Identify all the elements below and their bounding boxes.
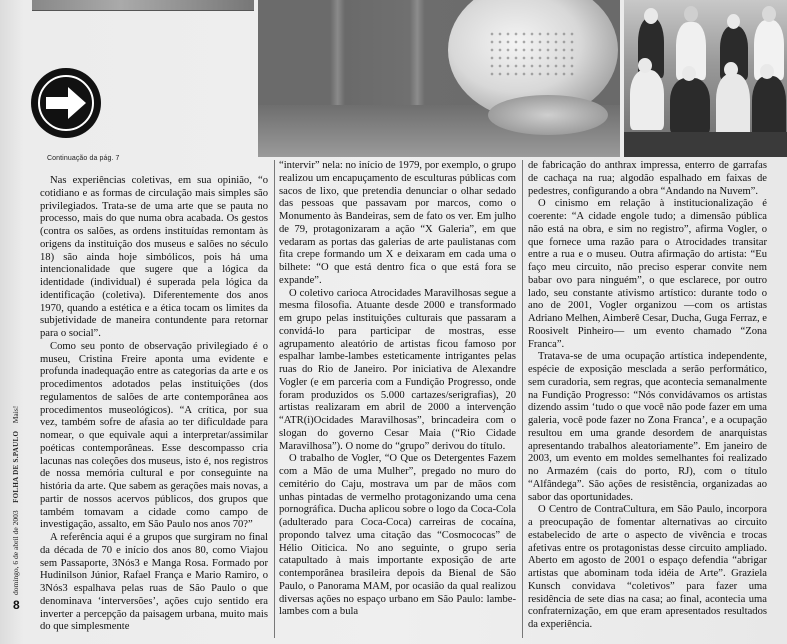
photo-person-head (644, 8, 658, 24)
photo-sculpture-base (488, 95, 608, 135)
page-number: 8 (13, 598, 20, 612)
photo-crop-left (32, 0, 254, 11)
photo-person-head (727, 14, 740, 29)
photo-floor (624, 132, 787, 157)
section-name: Mais! (11, 405, 20, 424)
photo-person (716, 74, 750, 138)
photo-person-head (684, 6, 698, 22)
photo-person-head (762, 6, 776, 22)
newspaper-brand: FOLHA DE S.PAULO (12, 430, 20, 503)
article-column-1 (40, 175, 268, 634)
photo-person-head (760, 64, 774, 79)
photo-texture (488, 30, 578, 80)
paragraph: O cinismo em relação à institucionalização é coerente: “A cidade engole tudo; a dimensão pública não está na obra, e sim no registro”, afirma Vogler, o que fornece uma razão para o Atrocidades transitar entre a rua e o museu. Outra afirmação do artista: “Eu faço meu circuito, não preciso esperar convite nem babar ovo para ninguém”, o que esclarece, por outro lado, seu constante ativismo artístico: durante todo o ano de 2001, Vogler organizou —com os artistas Adriano Melhen, Aimberê Cesar, Ducha, Guga Ferraz, e Roosivelt Pinheiro— um evento chamado “Zona Franca”. (528, 198, 767, 350)
page-footer-strip (9, 390, 23, 595)
sculpture-photo (258, 0, 620, 157)
group-portrait-photo (624, 0, 787, 157)
paragraph: O trabalho de Vogler, “O Que os Detergentes Fazem com a Mão de uma Mulher”, pregado no muro do cemitério do Caju, mostrava um par de mãos com unhas pintadas de vermelho protagonizando uma cena pornográfica. Ducha aplicou sobre o logo da Coca-Cola (adulterado para Coca-Coca) carreiras de cocaína, propondo talvez uma citação das “Cosmococas” de Hélio Oiticica. No ano seguinte, o grupo seria catapultado à mais importante exposição de arte contemporânea brasileira depois da Bienal de São Paulo, o Panorama MAM, por ocasião da qual realizou diversas ações no espaço urbano em São Paulo: lambe-lambes com a bula (279, 453, 516, 618)
paragraph: A referência aqui é a grupos que surgiram no final da década de 70 e início dos anos 80, como Viajou sem Passaporte, 3Nós3 e Manga Rosa. Formado por Hudinilson Júnior, Rafael França e Mario Ramiro, o 3Nós3 espalhava pelas ruas de São Paulo o que denominava ‘interversões’, ações cujo sentido era inverter a percepção da paisagem urbana, muito mais do que simplesmente (40, 532, 268, 633)
arrow-right-icon (31, 68, 101, 138)
paragraph: Tratava-se de uma ocupação artística independente, espécie de exposição mesclada a serão performático, sem curadoria, sem regras, que acontecia semanalmente na Fundição Progresso: “Nós convidávamos os artistas dizendo assim ‘tudo o que você não pode fazer em uma galeria, você pode fazer no Zona Franca’, e a ocupação resultou em uma grande desordem de anarquistas apresentando trabalhos aleatoriamente”. Em janeiro de 2003, um evento em moldes semelhantes foi realizado no Armazém (cais do porto, RJ), com o título “Alfândega”. São ações de resistência, organizadas ao sabor das oportunidades. (528, 351, 767, 503)
paragraph: “intervir” nela: no início de 1979, por exemplo, o grupo realizou um encapuçamento de esculturas públicas com sacos de lixo, que pretendia denunciar o olhar sedado das pessoas que passavam por marcos, como o Monumento às Bandeiras, sem de fato os ver. Em julho de 79, protagonizaram a ação “X Galeria”, em que vedaram as portas das galerias de arte paulistanas com fita crepe formando um X e deixaram em cada uma o bilhete: “O que está dentro fica o que está fora se expande”. (279, 160, 516, 286)
paragraph: de fabricação do anthrax impressa, enterro de garrafas de cachaça na rua; algodão espalhado em faixas de pedestres, configurando a obra “Andando na Nuvem”. (528, 160, 767, 197)
photo-person (670, 78, 710, 134)
article-column-2 (279, 160, 516, 619)
continued-from-label: Continuação da pág. 7 (47, 155, 120, 162)
photo-person-head (638, 58, 652, 73)
photo-person-head (682, 66, 696, 81)
edition-date: domingo, 6 de abril de 2003 (11, 510, 20, 595)
paragraph: Como seu ponto de observação privilegiado é o museu, Cristina Freire aponta uma evidente e profunda inadequação entre as categorias da arte e os procedimentos adotados pelas instituições (dos regulamentos de salões de arte contemporânea aos procedimentos museológicos). “A crítica, por sua vez, também sofre de afasia ao ter dificuldade para nomear, o que equivale aqui a interpretar/assimilar poéticas contemporâneas. Esse descompasso cria lacunas nas coleções dos museus, isto é, nos registros de nossa memória cultural e por conseguinte na história da arte. Que sabem as gerações mais novas, a partir de nossos acervos públicos, dos grupos que também tomavam a cidade como campo de investigação, assalto, em São Paulo nos anos 70?” (40, 340, 268, 531)
paragraph: O coletivo carioca Atrocidades Maravilhosas segue a mesma filosofia. Atuante desde 2000 e transformado em grupo pelas instituições culturais que passaram a convidá-lo para participar de mostras, esse agrupamento aleatório de artistas ficou famoso por espalhar lambe-lambes esteticamente intrigantes pelas ruas do Rio de Janeiro. Por iniciativa de Alexandre Vogler (e em parceria com a Fundição Progresso, onde foram produzidos os 5.000 cartazes/serigrafias), 20 artistas realizaram em abril de 2000 a intervenção “ATR(i)Ocidades Maravilhosas”, brincadeira com o slogan do governo Cesar Maia (“Rio Cidade Maravilhosa”). O nome do “grupo” derivou do título. (279, 287, 516, 452)
photo-person (630, 70, 664, 130)
photo-person-head (724, 62, 738, 77)
paragraph: O Centro de ContraCultura, em São Paulo, incorpora a preocupação de fomentar alternativas ao circuito estabelecido de arte o aspecto de vivência e trocas afetivas entre os protagonistas desse circuito ampliado. Aberto em agosto de 2001 o espaço defendia “abrigar artistas que abominam toda idéia de Arte”. Graziela Kunsch convidava “coletivos” para fazer uma residência de sete dias na casa; ao final, acontecia uma confraternização, em que eram apresentados resultados da experiência. (528, 504, 767, 630)
column-rule (274, 160, 275, 638)
paragraph: Nas experiências coletivas, em sua opinião, “o cotidiano e as formas de circulação mais simples são privilegiados. Trata-se de uma arte que se pauta no processo, mais do que numa obra acabada. Os gestos (contra os salões, as ordens instituídas remontam às origens da instituição dos museus e salões no século 18) são ainda hoje simbólicos, pois há uma intencionalidade que sugere que a lógica da identidade (individual) é superada pela lógica da identificação (coletiva). Diferentemente dos anos 1970, quando a estética e a ética tocam os limites da subjetividade de maneira contundente para retornar para o social”. (40, 175, 268, 339)
article-column-3 (528, 160, 767, 632)
column-rule (522, 160, 523, 638)
photo-person (752, 76, 786, 138)
